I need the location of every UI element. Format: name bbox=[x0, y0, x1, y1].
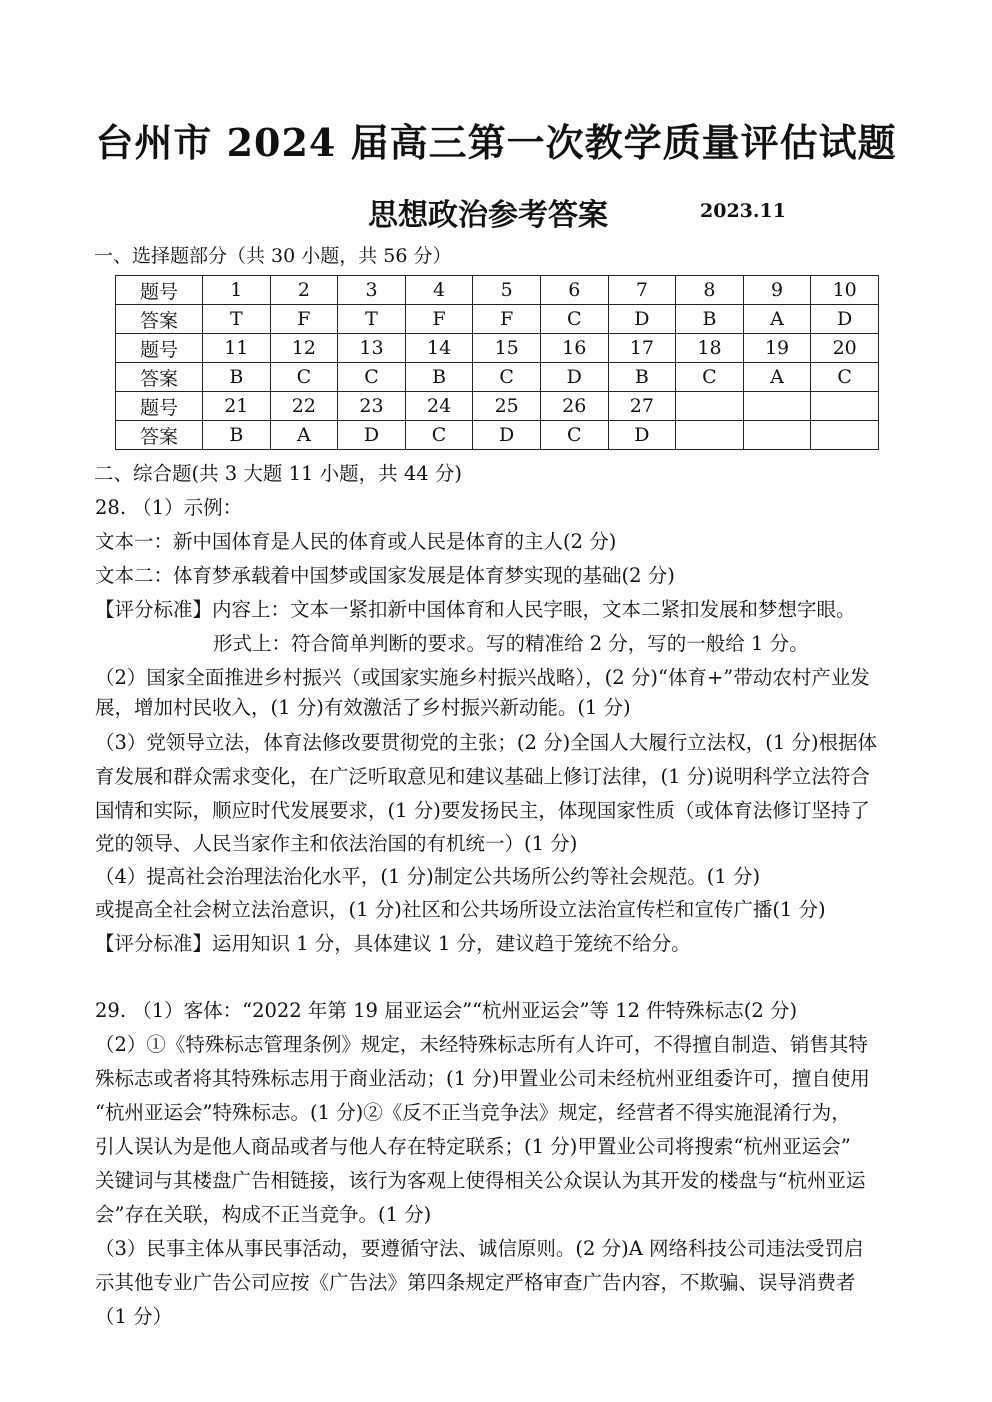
answer-cell: C bbox=[811, 363, 879, 392]
text-line: 展，增加村民收入，(1 分)有效激活了乡村振兴新动能。(1 分) bbox=[95, 696, 631, 719]
section-2-heading: 二、综合题(共 3 大题 11 小题，共 44 分) bbox=[94, 462, 462, 485]
answer-cell: D bbox=[811, 305, 879, 334]
question-number-row bbox=[116, 392, 879, 421]
question-number-cell: 24 bbox=[405, 392, 473, 421]
answer-cell: D bbox=[608, 305, 676, 334]
question-number-cell: 6 bbox=[540, 276, 608, 305]
answer-cell: T bbox=[203, 305, 271, 334]
answer-cell: B bbox=[405, 363, 473, 392]
question-number-cell bbox=[743, 392, 811, 421]
question-number-cell: 11 bbox=[203, 334, 271, 363]
answer-cell: F bbox=[405, 305, 473, 334]
answer-cell: C bbox=[473, 363, 541, 392]
answer-cell: C bbox=[676, 363, 744, 392]
text-line: 形式上：符合简单判断的要求。写的精准给 2 分，写的一般给 1 分。 bbox=[213, 632, 809, 655]
text-line: 党的领导、人民当家作主和依法治国的有机统一）(1 分) bbox=[95, 832, 578, 855]
question-number-cell bbox=[811, 392, 879, 421]
answer-cell: F bbox=[473, 305, 541, 334]
row-label-question: 题号 bbox=[116, 334, 203, 363]
answer-row bbox=[116, 421, 879, 450]
question-number-cell: 13 bbox=[338, 334, 406, 363]
answer-cell: C bbox=[338, 363, 406, 392]
question-number-cell: 7 bbox=[608, 276, 676, 305]
question-number-cell: 27 bbox=[608, 392, 676, 421]
answer-cell: C bbox=[270, 363, 338, 392]
question-number-cell: 23 bbox=[338, 392, 406, 421]
question-number-cell: 1 bbox=[203, 276, 271, 305]
text-line: （3）党领导立法，体育法修改要贯彻党的主张；(2 分)全国人大履行立法权，(1 分)根据体 bbox=[95, 731, 878, 754]
text-line: （3）民事主体从事民事活动，要遵循守法、诚信原则。(2 分)A 网络科技公司违法受罚启 bbox=[95, 1237, 864, 1260]
question-number-cell: 21 bbox=[203, 392, 271, 421]
question-number-cell: 26 bbox=[540, 392, 608, 421]
question-number-cell: 17 bbox=[608, 334, 676, 363]
answer-cell: C bbox=[540, 305, 608, 334]
text-line: 引人误认为是他人商品或者与他人存在特定联系；(1 分)甲置业公司将搜索“杭州亚运会” bbox=[95, 1135, 851, 1158]
text-line: 示其他专业广告公司应按《广告法》第四条规定严格审查广告内容，不欺骗、误导消费者 bbox=[95, 1271, 856, 1294]
answer-cell: F bbox=[270, 305, 338, 334]
answer-cell: A bbox=[743, 363, 811, 392]
text-line: （4）提高社会治理法治化水平，(1 分)制定公共场所公约等社会规范。(1 分) bbox=[95, 865, 761, 888]
text-line: 或提高全社会树立法治意识，(1 分)社区和公共场所设立法治宣传栏和宣传广播(1 分) bbox=[95, 898, 826, 921]
text-line: 殊标志或者将其特殊标志用于商业活动；(1 分)甲置业公司未经杭州亚组委许可，擅自使用 bbox=[95, 1067, 870, 1090]
text-line: 育发展和群众需求变化，在广泛听取意见和建议基础上修订法律，(1 分)说明科学立法符合 bbox=[95, 765, 870, 788]
question-number-cell: 16 bbox=[540, 334, 608, 363]
text-line: 文本二：体育梦承载着中国梦或国家发展是体育梦实现的基础(2 分) bbox=[95, 564, 675, 587]
answer-table bbox=[115, 275, 879, 450]
question-number-cell: 15 bbox=[473, 334, 541, 363]
text-line: 【评分标准】内容上：文本一紧扣新中国体育和人民字眼，文本二紧扣发展和梦想字眼。 bbox=[95, 598, 856, 621]
answer-cell bbox=[676, 421, 744, 450]
question-number-cell: 4 bbox=[405, 276, 473, 305]
row-label-answer: 答案 bbox=[116, 305, 203, 334]
answer-cell: B bbox=[203, 421, 271, 450]
text-line: 【评分标准】运用知识 1 分，具体建议 1 分，建议趋于笼统不给分。 bbox=[95, 932, 691, 955]
section-1-heading: 一、选择题部分（共 30 小题，共 56 分） bbox=[94, 245, 452, 267]
text-line: （1 分） bbox=[95, 1305, 173, 1328]
answer-cell: A bbox=[743, 305, 811, 334]
answer-cell: T bbox=[338, 305, 406, 334]
page-subtitle: 思想政治参考答案 bbox=[368, 198, 608, 233]
row-label-question: 题号 bbox=[116, 392, 203, 421]
text-line: 国情和实际，顺应时代发展要求，(1 分)要发扬民主，体现国家性质（或体育法修订坚持了 bbox=[95, 799, 870, 822]
answer-cell: D bbox=[540, 363, 608, 392]
text-line: 文本一：新中国体育是人民的体育或人民是体育的主人(2 分) bbox=[95, 530, 617, 553]
question-number-cell: 10 bbox=[811, 276, 879, 305]
answer-cell: D bbox=[338, 421, 406, 450]
question-number-cell: 9 bbox=[743, 276, 811, 305]
answer-cell bbox=[743, 421, 811, 450]
answer-cell: D bbox=[473, 421, 541, 450]
question-number-cell: 20 bbox=[811, 334, 879, 363]
question-number-cell: 3 bbox=[338, 276, 406, 305]
document-date: 2023.11 bbox=[700, 200, 786, 222]
question-number-cell: 2 bbox=[270, 276, 338, 305]
question-number-cell: 18 bbox=[676, 334, 744, 363]
text-line: 关键词与其楼盘广告相链接，该行为客观上使得相关公众误认为其开发的楼盘与“杭州亚运 bbox=[95, 1169, 866, 1192]
text-line: 29. （1）客体：“2022 年第 19 届亚运会”“杭州亚运会”等 12 件特殊标志(2 分) bbox=[95, 999, 798, 1022]
page-title: 台州市 2024 届高三第一次教学质量评估试题 bbox=[95, 120, 897, 165]
question-number-row bbox=[116, 276, 879, 305]
answer-cell: C bbox=[540, 421, 608, 450]
answer-cell: B bbox=[203, 363, 271, 392]
question-number-cell: 12 bbox=[270, 334, 338, 363]
answer-cell: A bbox=[270, 421, 338, 450]
question-number-cell: 19 bbox=[743, 334, 811, 363]
answer-cell bbox=[811, 421, 879, 450]
text-line: 会”存在关联，构成不正当竞争。(1 分) bbox=[95, 1203, 432, 1226]
answer-row bbox=[116, 305, 879, 334]
question-number-cell bbox=[676, 392, 744, 421]
question-number-cell: 5 bbox=[473, 276, 541, 305]
answer-row bbox=[116, 363, 879, 392]
row-label-answer: 答案 bbox=[116, 363, 203, 392]
answer-cell: C bbox=[405, 421, 473, 450]
row-label-question: 题号 bbox=[116, 276, 203, 305]
answer-cell: B bbox=[676, 305, 744, 334]
answer-cell: D bbox=[608, 421, 676, 450]
question-number-cell: 8 bbox=[676, 276, 744, 305]
text-line: 28. （1）示例： bbox=[95, 496, 243, 519]
text-line: （2）国家全面推进乡村振兴（或国家实施乡村振兴战略），(2 分)“体育+”带动农村产业发 bbox=[95, 666, 870, 689]
text-line: “杭州亚运会”特殊标志。(1 分)②《反不正当竞争法》规定，经营者不得实施混淆行为， bbox=[95, 1101, 851, 1124]
question-number-cell: 25 bbox=[473, 392, 541, 421]
question-number-cell: 14 bbox=[405, 334, 473, 363]
text-line: （2）①《特殊标志管理条例》规定，未经特殊标志所有人许可，不得擅自制造、销售其特 bbox=[95, 1033, 868, 1056]
question-number-row bbox=[116, 334, 879, 363]
row-label-answer: 答案 bbox=[116, 421, 203, 450]
answer-cell: B bbox=[608, 363, 676, 392]
question-number-cell: 22 bbox=[270, 392, 338, 421]
